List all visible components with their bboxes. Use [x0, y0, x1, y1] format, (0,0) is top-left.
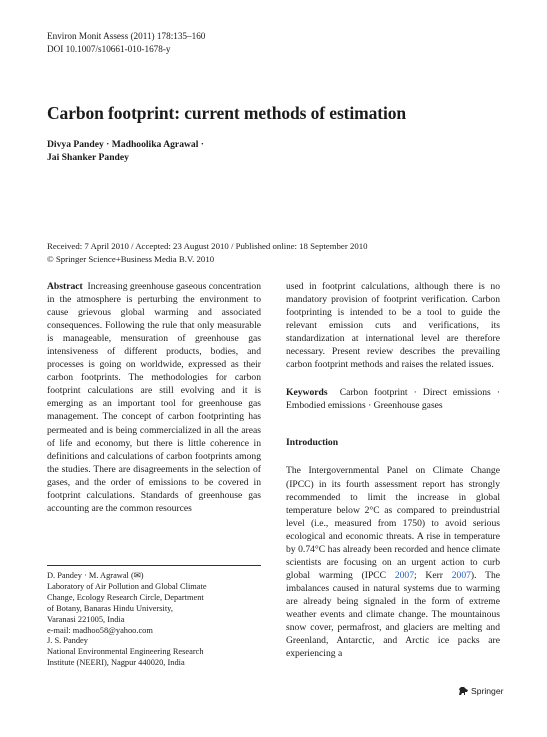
intro-text: ). The imbalances caused in natural systems due to warming are already being signaled in the form of extreme weather events and climate change. The mountainous snow cover, permafrost, and glaciers are melting and Greenland, Antarctic, and Arctic ice packs are experiencing a — [286, 569, 500, 660]
introduction-heading: Introduction — [286, 437, 339, 449]
intro-text: ; Kerr — [414, 569, 452, 581]
citation-link-kerr[interactable]: 2007 — [451, 569, 471, 581]
abstract-label: Abstract — [47, 281, 83, 292]
affiliation-block-2 — [47, 635, 261, 668]
author-list — [47, 138, 204, 164]
abstract-paragraph — [47, 280, 261, 515]
doi: DOI 10.1007/s10661-010-1678-y — [47, 44, 171, 54]
affiliation-block-1 — [47, 570, 261, 636]
affiliation-line: National Environmental Engineering Research — [47, 647, 204, 656]
publication-dates — [47, 240, 368, 265]
dates-line: Received: 7 April 2010 / Accepted: 23 August 2010 / Published online: 18 September 2010 — [47, 241, 368, 251]
right-column — [286, 280, 500, 660]
affiliation-line: Varanasi 221005, India — [47, 615, 125, 624]
keywords-paragraph — [286, 386, 500, 412]
intro-text: The Intergovernmental Panel on Climate Change (IPCC) in its fourth assessment report has strongly recommended to limit the increase in global temperature below 2°C as compared to preindustrial level (i.e., measured from 1750) to avoid serious ecological and economic threats. A rise in temperature by 0.74°C has already been recorded and hence climate scientists are focusing on an urgent action to curb global warming (IPCC — [286, 465, 500, 581]
email-line: e-mail: madhoo58@yahoo.com — [47, 626, 153, 635]
publisher-name: Springer — [471, 686, 504, 696]
keywords-text: Carbon footprint · Direct emissions · Embodied emissions · Greenhouse gases — [286, 387, 501, 412]
keywords-label: Keywords — [286, 387, 328, 399]
affiliation-line: of Botany, Banaras Hindu University, — [47, 604, 173, 613]
affiliation-line: D. Pandey · M. Agrawal (✉) — [47, 571, 144, 580]
affiliation-line: Institute (NEERI), Nagpur 440020, India — [47, 658, 185, 667]
abstract-continuation: used in footprint calculations, although there is no mandatory provision of footprint verification. Carbon footprinting is intended to be a tool to guide the relevant emission cuts and verifications, its standardization at international level are therefore necessary. Present review describes the prevailing carbon footprint methods and raises the related issues. — [286, 281, 500, 371]
affiliation-line: J. S. Pandey — [47, 636, 88, 645]
springer-horse-icon — [458, 686, 469, 696]
author-line-2: Jai Shanker Pandey — [47, 152, 129, 163]
left-column — [47, 280, 261, 515]
affiliation-line: Change, Ecology Research Circle, Department — [47, 593, 204, 602]
abstract-text: Increasing greenhouse gaseous concentration in the atmosphere is perturbing the environment to cause grievous global warming and associated consequences. Following the rule that only measurable is manageable, mensuration of greenhouse gas intensiveness of different products, bodies, and processes is going on worldwide, expressed as their carbon footprints. The methodologies for carbon footprint calculations are still evolving and it is emerging as an important tool for greenhouse gas management. The concept of carbon footprinting has permeated and is being commercialized in all the areas of life and economy, but there is little coherence in definitions and calculations of carbon footprints among the studies. There are disagreements in the selection of gases, and the order of emissions to be covered in footprint calculations. Standards of greenhouse gas accounting are the common resources — [47, 281, 261, 514]
affiliation-line: Laboratory of Air Pollution and Global Climate — [47, 582, 207, 591]
article-title: Carbon footprint: current methods of estimation — [47, 103, 407, 123]
copyright-line: © Springer Science+Business Media B.V. 2010 — [47, 253, 215, 264]
running-header — [47, 30, 205, 56]
journal-citation: Environ Monit Assess (2011) 178:135–160 — [47, 31, 206, 41]
publisher-logo — [458, 686, 503, 696]
citation-link-ipcc[interactable]: 2007 — [394, 569, 415, 581]
author-line-1: Divya Pandey · Madhoolika Agrawal · — [47, 139, 204, 150]
introduction-paragraph — [286, 464, 500, 660]
affiliation-divider — [47, 565, 261, 566]
